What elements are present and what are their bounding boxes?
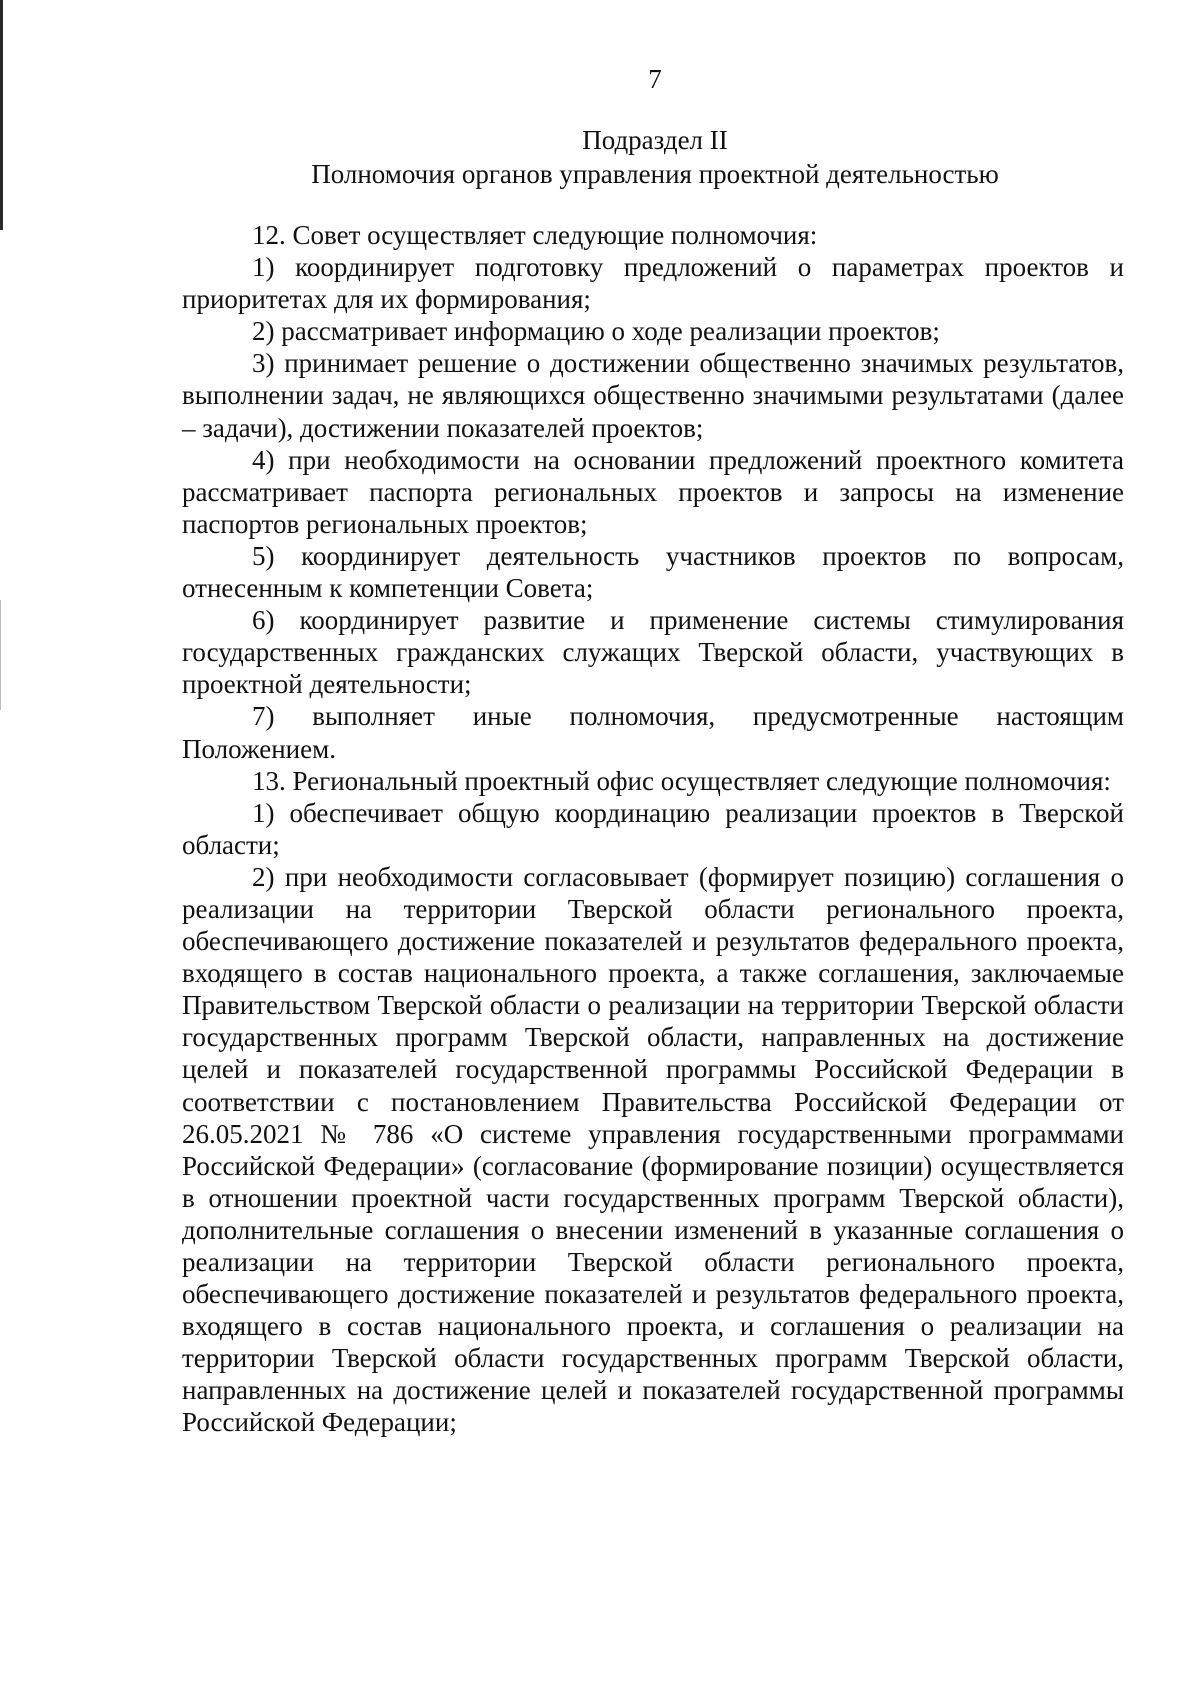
- subsection-subtitle: Полномочия органов управления проектной деятельностью: [311, 159, 999, 189]
- paragraph: 1) обеспечивает общую координацию реализации проектов в Тверской области;: [182, 797, 1124, 860]
- paragraph: 3) принимает решение о достижении общественно значимых результатов, выполнении задач, не являющихся общественно значимыми результатами (далее – задачи), достижении показателей проектов;: [182, 348, 1124, 443]
- document-body: [182, 219, 1124, 1439]
- paragraph: 12. Совет осуществляет следующие полномочия:: [252, 220, 818, 250]
- scan-edge-mark: [0, 0, 3, 230]
- paragraph: 5) координирует деятельность участников проектов по вопросам, отнесенным к компетенции Совета;: [182, 540, 1124, 604]
- paragraph: 13. Региональный проектный офис осуществляет следующие полномочия:: [252, 765, 1111, 796]
- paragraph: 2) рассматривает информацию о ходе реализации проектов;: [252, 316, 940, 347]
- paragraph: 2) при необходимости согласовывает (формирует позицию) соглашения о реализации на территории Тверской области регионального проекта, обеспечивающего достижение показателей и результатов федерального проекта, входящего в состав национального проекта, а также соглашения, заключаемые Правительством Тверской области о реализации на территории Тверской области государственных программ Тверской области, направленных на достижение целей и показателей государственной программы Российской Федерации в соответствии с постановлением Правительства Российской Федерации от 26.05.2021 № 786 «О системе управления государственными программами Российской Федерации» (согласование (формирование позиции) осуществляется в отношении проектной части государственных программ Тверской области), дополнительные соглашения о внесении изменений в указанные соглашения о реализации на территории Тверской области регионального проекта, обеспечивающего достижение показателей и результатов федерального проекта, входящего в состав национального проекта, и соглашения о реализации на территории Тверской области государственных программ Тверской области, направленных на достижение целей и показателей государственной программы Российской Федерации;: [182, 861, 1124, 1438]
- paragraph: 1) координирует подготовку предложений о параметрах проектов и приоритетах для их формирования;: [182, 252, 1124, 315]
- page-number: 7: [648, 64, 662, 94]
- paragraph: 4) при необходимости на основании предложений проектного комитета рассматривает паспорта региональных проектов и запросы на изменение паспортов региональных проектов;: [182, 444, 1124, 539]
- subsection-title: Подраздел II: [582, 125, 728, 155]
- paragraph: 7) выполняет иные полномочия, предусмотренные настоящим Положением.: [182, 701, 1124, 764]
- paragraph: 6) координирует развитие и применение системы стимулирования государственных гражданских служащих Тверской области, участвующих в проектной деятельности;: [182, 605, 1124, 700]
- scan-edge-mark: [0, 600, 1, 710]
